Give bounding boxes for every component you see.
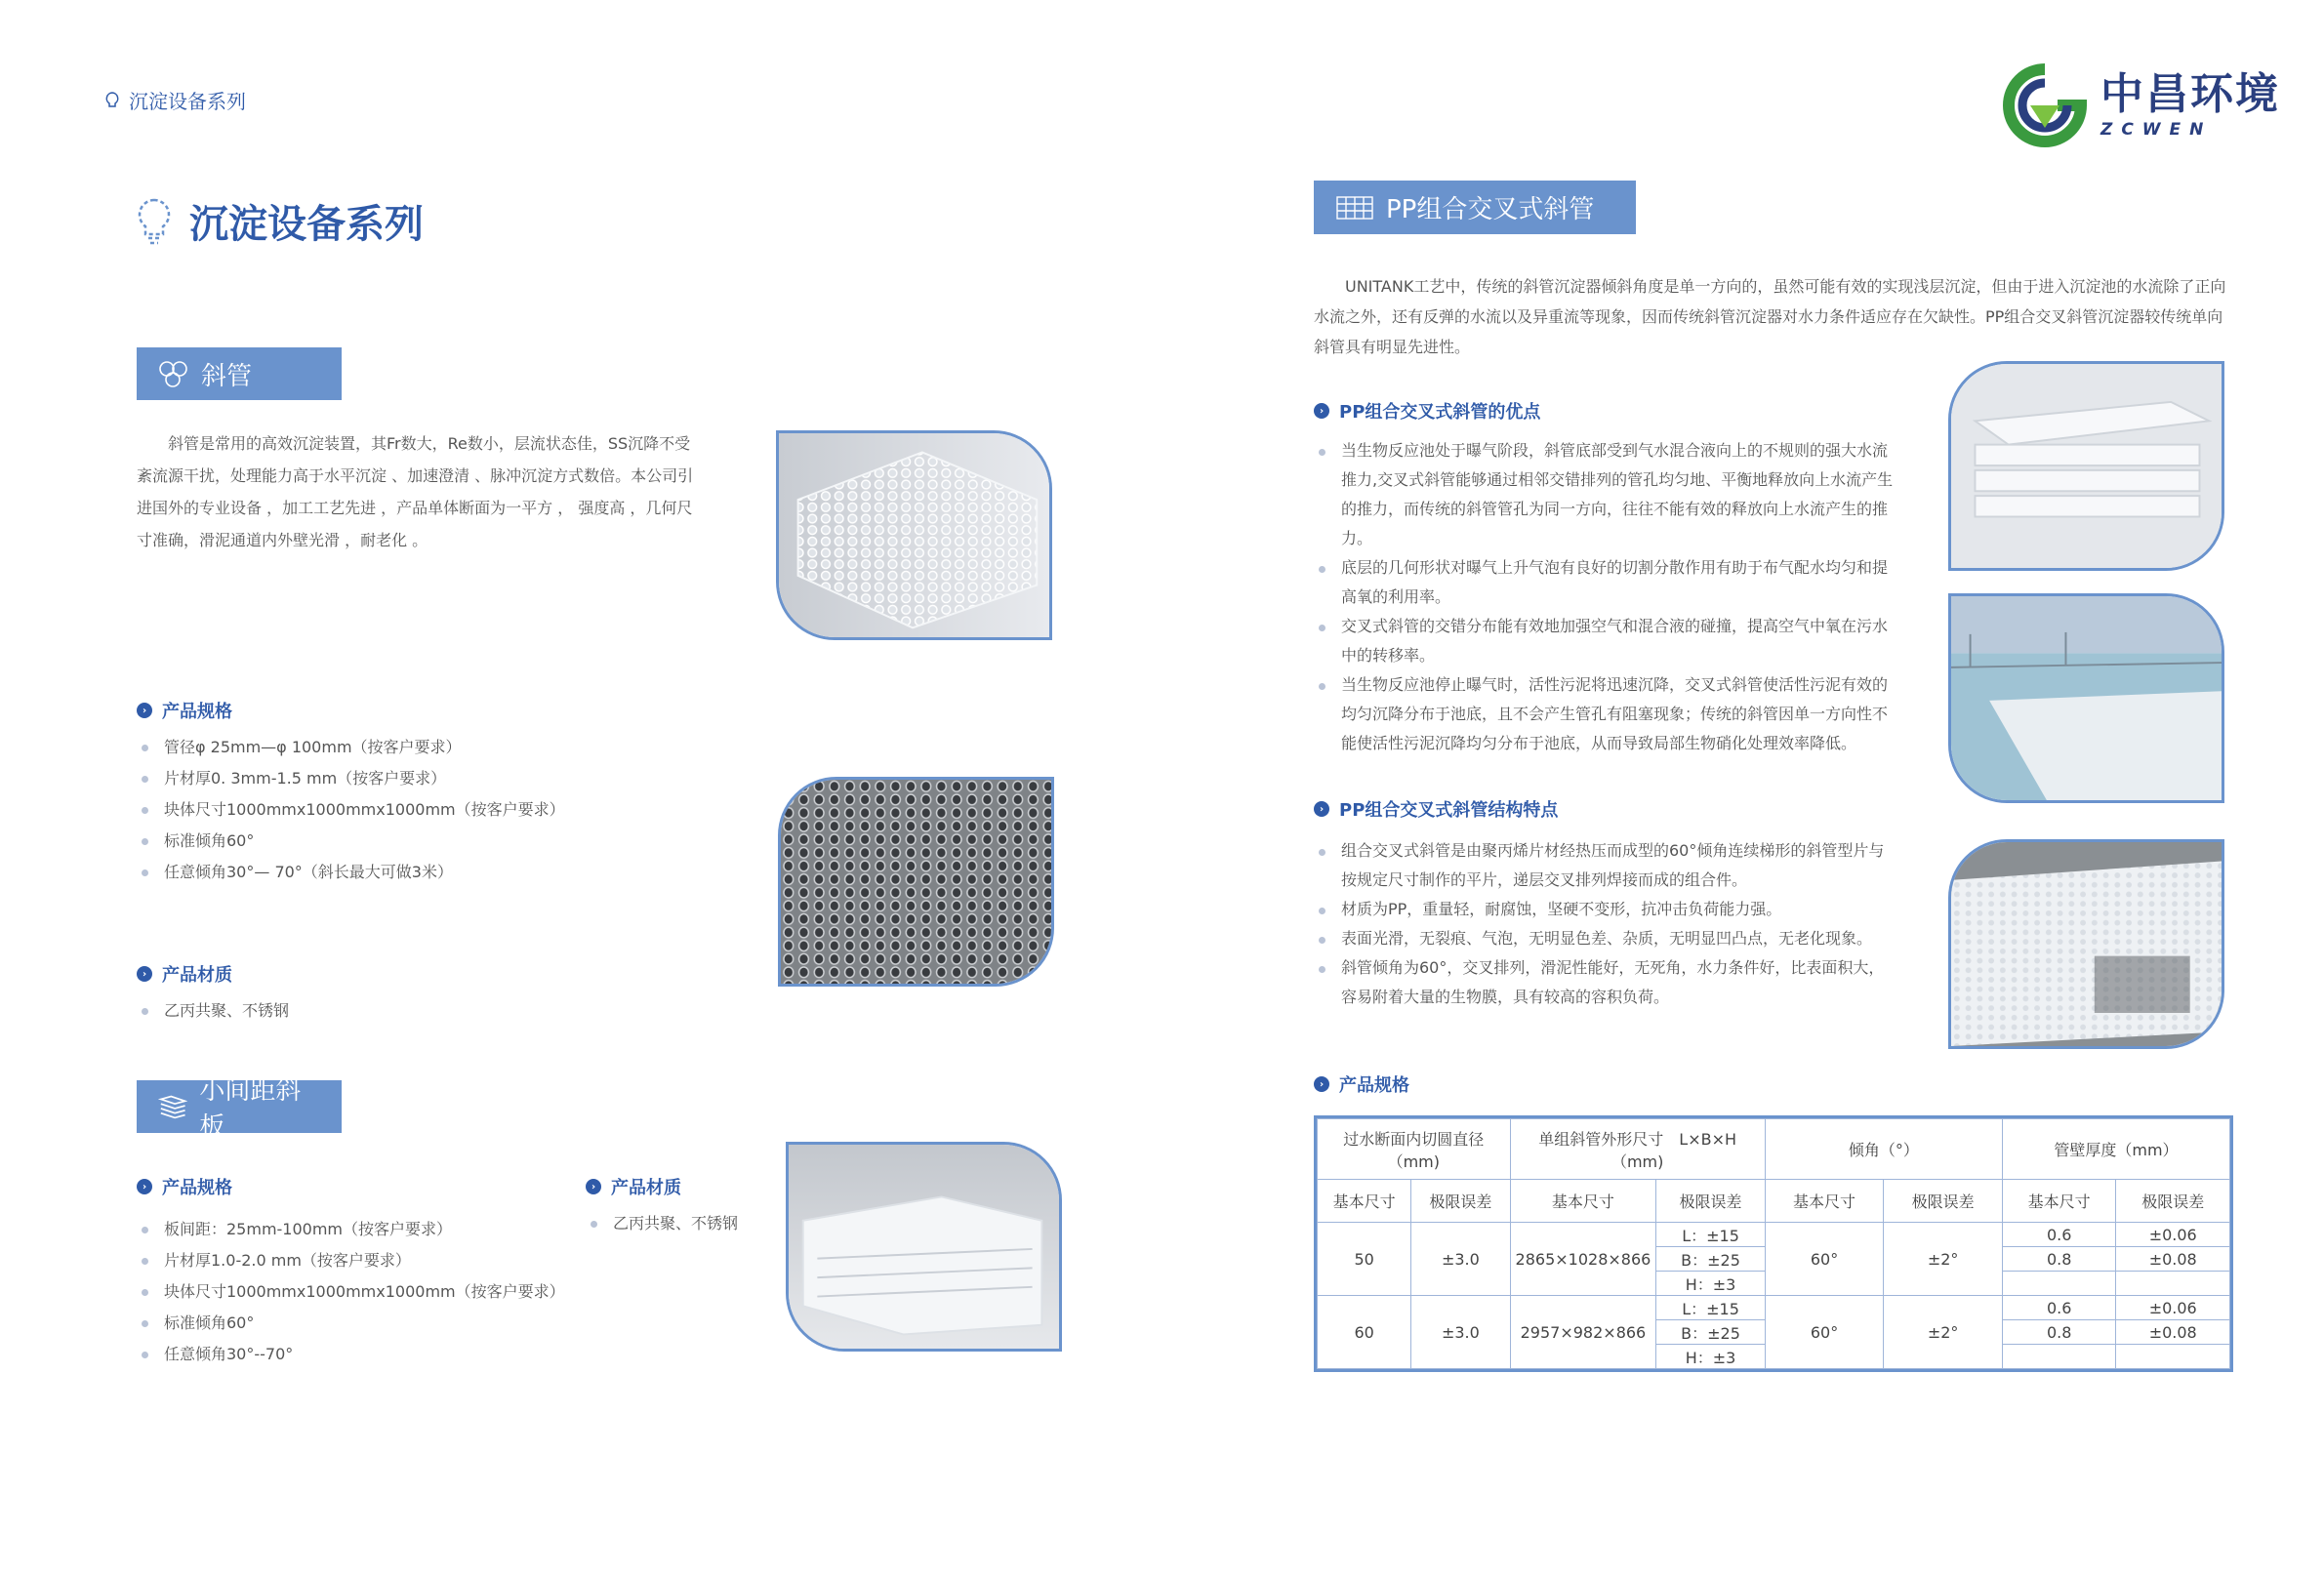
pp-structure-list [1314,836,1899,1012]
table-sub-header: 基本尺寸 [2002,1180,2116,1223]
bulb-outline-icon [135,197,174,246]
table-cell: H：±3 [1656,1272,1765,1296]
list-item: 交叉式斜管的交错分布能有效地加强空气和混合液的碰撞，提高空气中氧在污水中的转移率。 [1314,612,1899,670]
table-group-header: 倾角（°） [1765,1119,2002,1180]
bulb-icon [105,92,119,109]
list-item: 块体尺寸1000mmx1000mmx1000mm（按客户要求） [137,794,722,826]
table-cell: 0.8 [2002,1247,2116,1272]
plate-stack-icon [158,1093,187,1120]
table-cell: ±0.06 [2116,1223,2230,1247]
list-item: 组合交叉式斜管是由聚丙烯片材经热压而成型的60°倾角连续梯形的斜管型片与按规定尺寸制作的平片，递层交叉排列焊接而成的组合件。 [1314,836,1899,895]
table-cell: 60° [1765,1296,1884,1369]
list-item: 块体尺寸1000mmx1000mmx1000mm（按客户要求） [137,1276,605,1308]
slant-tube-closeup-photo [778,777,1054,987]
table-cell: ±3.0 [1411,1223,1510,1296]
hexagons-icon [158,360,189,387]
section-bar-small-plate [137,1076,342,1142]
table-sub-header: 极限误差 [1411,1180,1510,1223]
table-cell [2116,1345,2230,1369]
table-group-header: 管壁厚度（mm） [2002,1119,2229,1180]
small-plate-spec-heading [137,1174,232,1199]
table-cell: L：±15 [1656,1223,1765,1247]
chevron-right-icon: › [137,1179,152,1194]
slant-tube-material-list [137,995,527,1027]
section-title: 斜管 [201,361,253,391]
sub-heading-text: 产品材质 [162,965,232,986]
slant-tube-photo [776,430,1052,640]
sub-heading-text: 产品规格 [1339,1075,1409,1096]
table-cell: 2865×1028×866 [1510,1223,1656,1296]
table-cell [2002,1345,2116,1369]
table-cell: B：±25 [1656,1247,1765,1272]
table-sub-header: 基本尺寸 [1765,1180,1884,1223]
table-cell [2002,1272,2116,1296]
chevron-right-icon: › [1314,403,1329,419]
list-item: 乙丙共聚、不锈钢 [586,1208,800,1239]
table-cell: 0.8 [2002,1320,2116,1345]
table-cell: ±3.0 [1411,1296,1510,1369]
list-item: 斜管倾角为60°，交叉排列，滑泥性能好，无死角，水力条件好，比表面积大，容易附着大量的生物膜，具有较高的容积负荷。 [1314,953,1899,1012]
company-logo [2001,57,2294,154]
list-item: 标准倾角60° [137,1308,605,1339]
sub-heading-text: PP组合交叉式斜管结构特点 [1339,800,1559,821]
slant-tube-material-heading [137,961,232,987]
table-cell: 0.6 [2002,1296,2116,1320]
list-item: 管径φ 25mm—φ 100mm（按客户要求） [137,732,722,763]
breadcrumb [105,86,246,114]
chevron-right-icon: › [586,1179,601,1194]
list-item: 当生物反应池停止曝气时，活性污泥将迅速沉降，交叉式斜管使活性污泥有效的均匀沉降分布于池底，且不会产生管孔有阻塞现象；传统的斜管因单一方向性不能使活性污泥沉降均匀分布于池底，从而导致局部生物硝化处理效率降低。 [1314,670,1899,758]
small-plate-material-list [586,1208,800,1239]
pp-tube-product-photo [1948,361,2224,571]
table-cell: B：±25 [1656,1320,1765,1345]
table-cell: ±0.08 [2116,1320,2230,1345]
list-item: 片材厚0. 3mm-1.5 mm（按客户要求） [137,763,722,794]
slant-tube-spec-list [137,732,722,888]
list-item: 板间距：25mm-100mm（按客户要求） [137,1214,605,1245]
pp-advantages-heading [1314,398,1540,424]
list-item: 标准倾角60° [137,826,722,857]
table-sub-header: 基本尺寸 [1318,1180,1411,1223]
logo-mark-icon [2001,61,2089,149]
table-cell: 50 [1318,1223,1411,1296]
table-group-header: 过水断面内切圆直径（mm) [1318,1119,1511,1180]
logo-chinese-name: 中昌环境 [2100,68,2280,119]
list-item: 片材厚1.0-2.0 mm（按客户要求） [137,1245,605,1276]
table-cell: 2957×982×866 [1510,1296,1656,1369]
page-title-text: 沉淀设备系列 [189,202,424,247]
small-plate-spec-list [137,1214,605,1370]
pp-intro: UNITANK工艺中，传统的斜管沉淀器倾斜角度是单一方向的，虽然可能有效的实现浅层沉淀，但由于进入沉淀池的水流除了正向水流之外，还有反弹的水流以及异重流等现象，因而传统斜管沉淀器对水力条件适应存在欠缺性。PP组合交叉斜管沉淀器较传统单向斜管具有明显先进性。 [1314,277,2226,356]
table-cell: 60 [1318,1296,1411,1369]
table-sub-header: 极限误差 [1656,1180,1765,1223]
list-item: 任意倾角30°--70° [137,1339,605,1370]
slant-tube-spec-heading [137,698,232,723]
chevron-right-icon: › [1314,801,1329,817]
table-cell: 60° [1765,1223,1884,1296]
table-cell: ±2° [1884,1296,2003,1369]
section-title: 小间距斜板 [199,1076,302,1142]
small-plate-photo [786,1142,1062,1352]
pp-tube-installation-photo [1948,839,2224,1049]
table-sub-header: 基本尺寸 [1510,1180,1656,1223]
list-item: 表面光滑，无裂痕、气泡，无明显色差、杂质，无明显凹凸点，无老化现象。 [1314,924,1899,953]
chevron-right-icon: › [1314,1076,1329,1092]
chevron-right-icon: › [137,703,152,718]
list-item: 材质为PP，重量轻，耐腐蚀，坚硬不变形，抗冲击负荷能力强。 [1314,895,1899,924]
section-bar-slant-tube [137,347,342,400]
pp-table-heading [1314,1071,1409,1097]
section-bar-pp-cross-tube [1314,181,1636,234]
list-item: 任意倾角30°— 70°（斜长最大可做3米） [137,857,722,888]
chevron-right-icon: › [137,966,152,982]
table-cell: H：±3 [1656,1345,1765,1369]
spec-table [1314,1115,2233,1372]
list-item: 当生物反应池处于曝气阶段，斜管底部受到气水混合液向上的不规则的强大水流推力,交叉式斜管能够通过相邻交错排列的管孔均匀地、平衡地释放向上水流产生的推力，而传统的斜管管孔为同一方向，往往不能有效的释放向上水流产生的推力。 [1314,436,1899,553]
sub-heading-text: 产品规格 [162,1178,232,1198]
pp-advantages-list [1314,436,1899,758]
sub-heading-text: PP组合交叉式斜管的优点 [1339,402,1541,423]
grid-icon [1335,194,1374,222]
sub-heading-text: 产品规格 [162,702,232,722]
table-cell: 0.6 [2002,1223,2116,1247]
table-cell: ±2° [1884,1223,2003,1296]
table-sub-header: 极限误差 [2116,1180,2230,1223]
page-title [135,193,424,249]
table-cell: L：±15 [1656,1296,1765,1320]
pp-structure-heading [1314,796,1558,822]
slant-tube-description: 斜管是常用的高效沉淀装置，其Fr数大，Re数小，层流状态佳，SS沉降不受紊流源干扰，处理能力高于水平沉淀 、加速澄清 、脉冲沉淀方式数倍。本公司引进国外的专业设备 ，加工工艺先进 ，产品单体断面为一平方 ， 强度高 ，几何尺寸准确，滑泥通道内外壁光滑 ，耐老化 。 [137,434,694,549]
breadcrumb-label: 沉淀设备系列 [129,90,246,113]
table-sub-header: 极限误差 [1884,1180,2003,1223]
list-item: 底层的几何形状对曝气上升气泡有良好的切割分散作用有助于布气配水均匀和提高氧的利用率。 [1314,553,1899,612]
table-cell: ±0.06 [2116,1296,2230,1320]
pp-tube-pool-photo [1948,593,2224,803]
list-item: 乙丙共聚、不锈钢 [137,995,527,1027]
logo-english-name: ZCWEN [2100,119,2213,140]
section-title: PP组合交叉式斜管 [1386,195,1595,224]
table-group-header: 单组斜管外形尺寸 L×B×H（mm) [1510,1119,1765,1180]
table-cell: ±0.08 [2116,1247,2230,1272]
sub-heading-text: 产品材质 [611,1178,681,1198]
small-plate-material-heading [586,1174,681,1199]
table-cell [2116,1272,2230,1296]
